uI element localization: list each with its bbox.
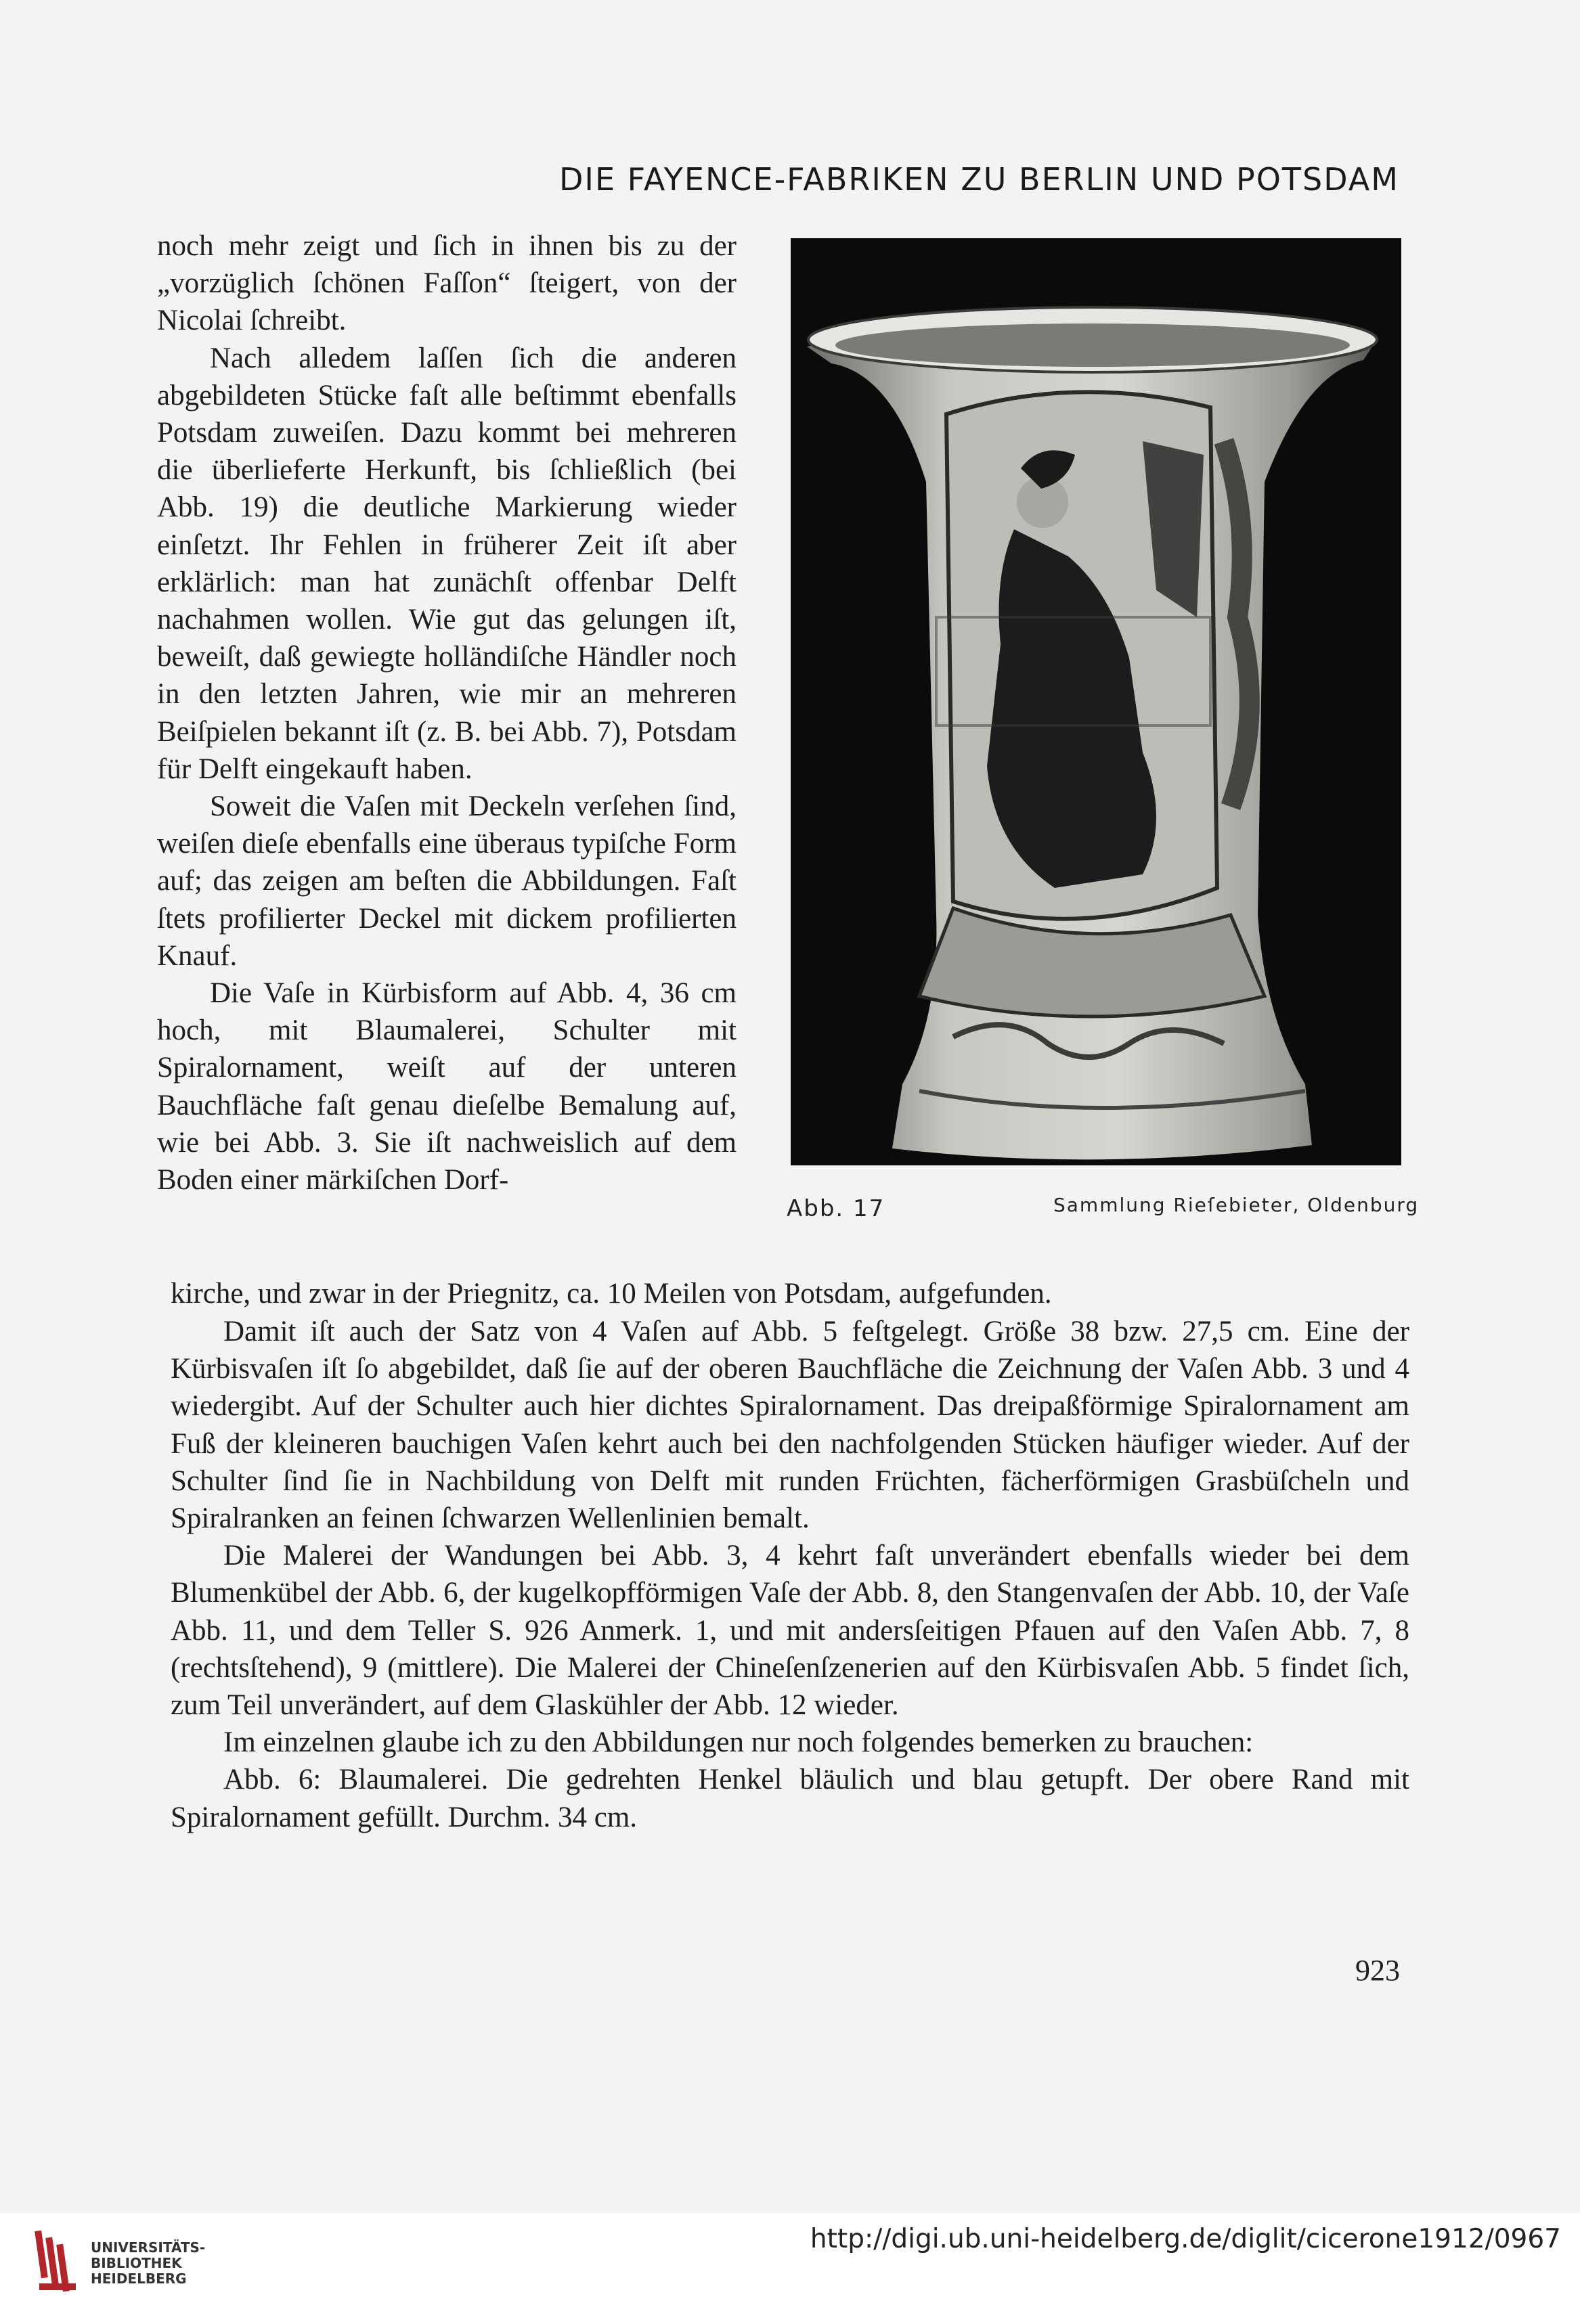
library-name-line: BIBLIOTHEK (91, 2255, 182, 2271)
paragraph: Die Malerei der Wandungen bei Abb. 3, 4 kehrt faſt unverändert ebenfalls wieder bei dem Blumenkübel der Abb. 6, der kugelkopfförmigen Vaſe der Abb. 8, den Stangenvaſen der Abb. 10, der Vaſe Abb. 11, und dem Teller S. 926 Anmerk. 1, und mit andersſeitigen Pfauen auf den Vaſen Abb. 7, 8 (rechtsſtehend), 9 (mittlere). Die Malerei der Chineſenſzenerien auf den Kürbisvaſen Abb. 5 findet ſich, zum Teil unverändert, auf dem Glaskühler der Abb. 12 wieder. (171, 1540, 1409, 1722)
running-title: DIE FAYENCE-FABRIKEN ZU BERLIN UND POTSDAM (559, 161, 1399, 198)
page-number: 923 (1355, 1954, 1400, 1987)
figure-credit: Sammlung Rieſebieter, Oldenburg (1053, 1194, 1420, 1216)
figure-label: Abb. 17 (787, 1195, 885, 1222)
vase-photo (791, 238, 1401, 1165)
paragraph: Im einzelnen glaube ich zu den Abbildungen nur noch folgendes bemerken zu brauchen: (223, 1726, 1254, 1759)
paragraph: Die Vaſe in Kürbisform auf Abb. 4, 36 cm hoch, mit Blaumalerei, Schulter mit Spiralornament, weiſt auf der unteren Bauchfläche faſt genau dieſelbe Bemalung auf, wie bei Abb. 3. Sie iſt nachweislich auf dem Boden einer märkiſchen Dorf- (157, 977, 737, 1197)
library-logo-icon (34, 2227, 81, 2301)
source-url[interactable]: http://digi.ub.uni-heidelberg.de/diglit/cicerone1912/0967 (810, 2224, 1561, 2254)
paragraph: Soweit die Vaſen mit Deckeln verſehen ſind, weiſen dieſe ebenfalls eine überaus typiſche Form auf; das zeigen am beſten die Abbildungen. Faſt ſtets profilierter Deckel mit dickem profilierten Knauf. (157, 790, 737, 972)
paragraph: noch mehr zeigt und ſich in ihnen bis zu der „vorzüglich ſchönen Faſſon“ ſteigert, von der Nicolai ſchreibt. (157, 230, 737, 337)
bridge-text-line (171, 1275, 1258, 1312)
left-column-text (157, 227, 737, 1199)
vase-illustration (791, 238, 1401, 1165)
paragraph: Abb. 6: Blaumalerei. Die gedrehten Henkel bläulich und blau getupft. Der obere Rand mit Spiralornament gefüllt. Durchm. 34 cm. (171, 1764, 1409, 1833)
library-name-line: HEIDELBERG (91, 2271, 187, 2287)
full-width-text (171, 1313, 1409, 1836)
library-name-line: UNIVERSITÄTS- (91, 2239, 206, 2256)
paragraph: kirche, und zwar in der Priegnitz, ca. 10 Meilen von Potsdam, aufgefunden. (171, 1278, 1052, 1310)
paragraph: Nach alledem laſſen ſich die anderen abgebildeten Stücke faſt alle beſtimmt ebenfalls Potsdam zuweiſen. Dazu kommt bei mehreren die überlieferte Herkunft, bis ſchließlich (bei Abb. 19) die deutliche Markierung wieder einſetzt. Ihr Fehlen in früherer Zeit iſt aber erklärlich: man hat zunächſt offenbar Delft nachahmen wollen. Wie gut das gelungen iſt, beweiſt, daß gewiegte holländiſche Händler noch in den letzten Jahren, wie mir an mehreren Beiſpielen bekannt iſt (z. B. bei Abb. 7), Potsdam für Delft eingekauft haben. (157, 342, 737, 785)
library-name (91, 2240, 205, 2287)
paragraph: Damit iſt auch der Satz von 4 Vaſen auf Abb. 5 feſtgelegt. Größe 38 bzw. 27,5 cm. Eine der Kürbisvaſen iſt ſo abgebildet, daß ſie auf der oberen Bauchfläche die Zeichnung der Vaſen Abb. 3 und 4 wiedergibt. Auf der Schulter auch hier dichtes Spiralornament. Das dreipaßförmige Spiralornament am Fuß der kleineren bauchigen Vaſen kehrt auch bei den nachfolgenden Stücken häufiger wieder. Auf der Schulter ſind ſie in Nachbildung von Delft mit runden Früchten, fächerförmigen Grasbüſcheln und Spiralranken an feinen ſchwarzen Wellenlinien bemalt. (171, 1316, 1409, 1535)
